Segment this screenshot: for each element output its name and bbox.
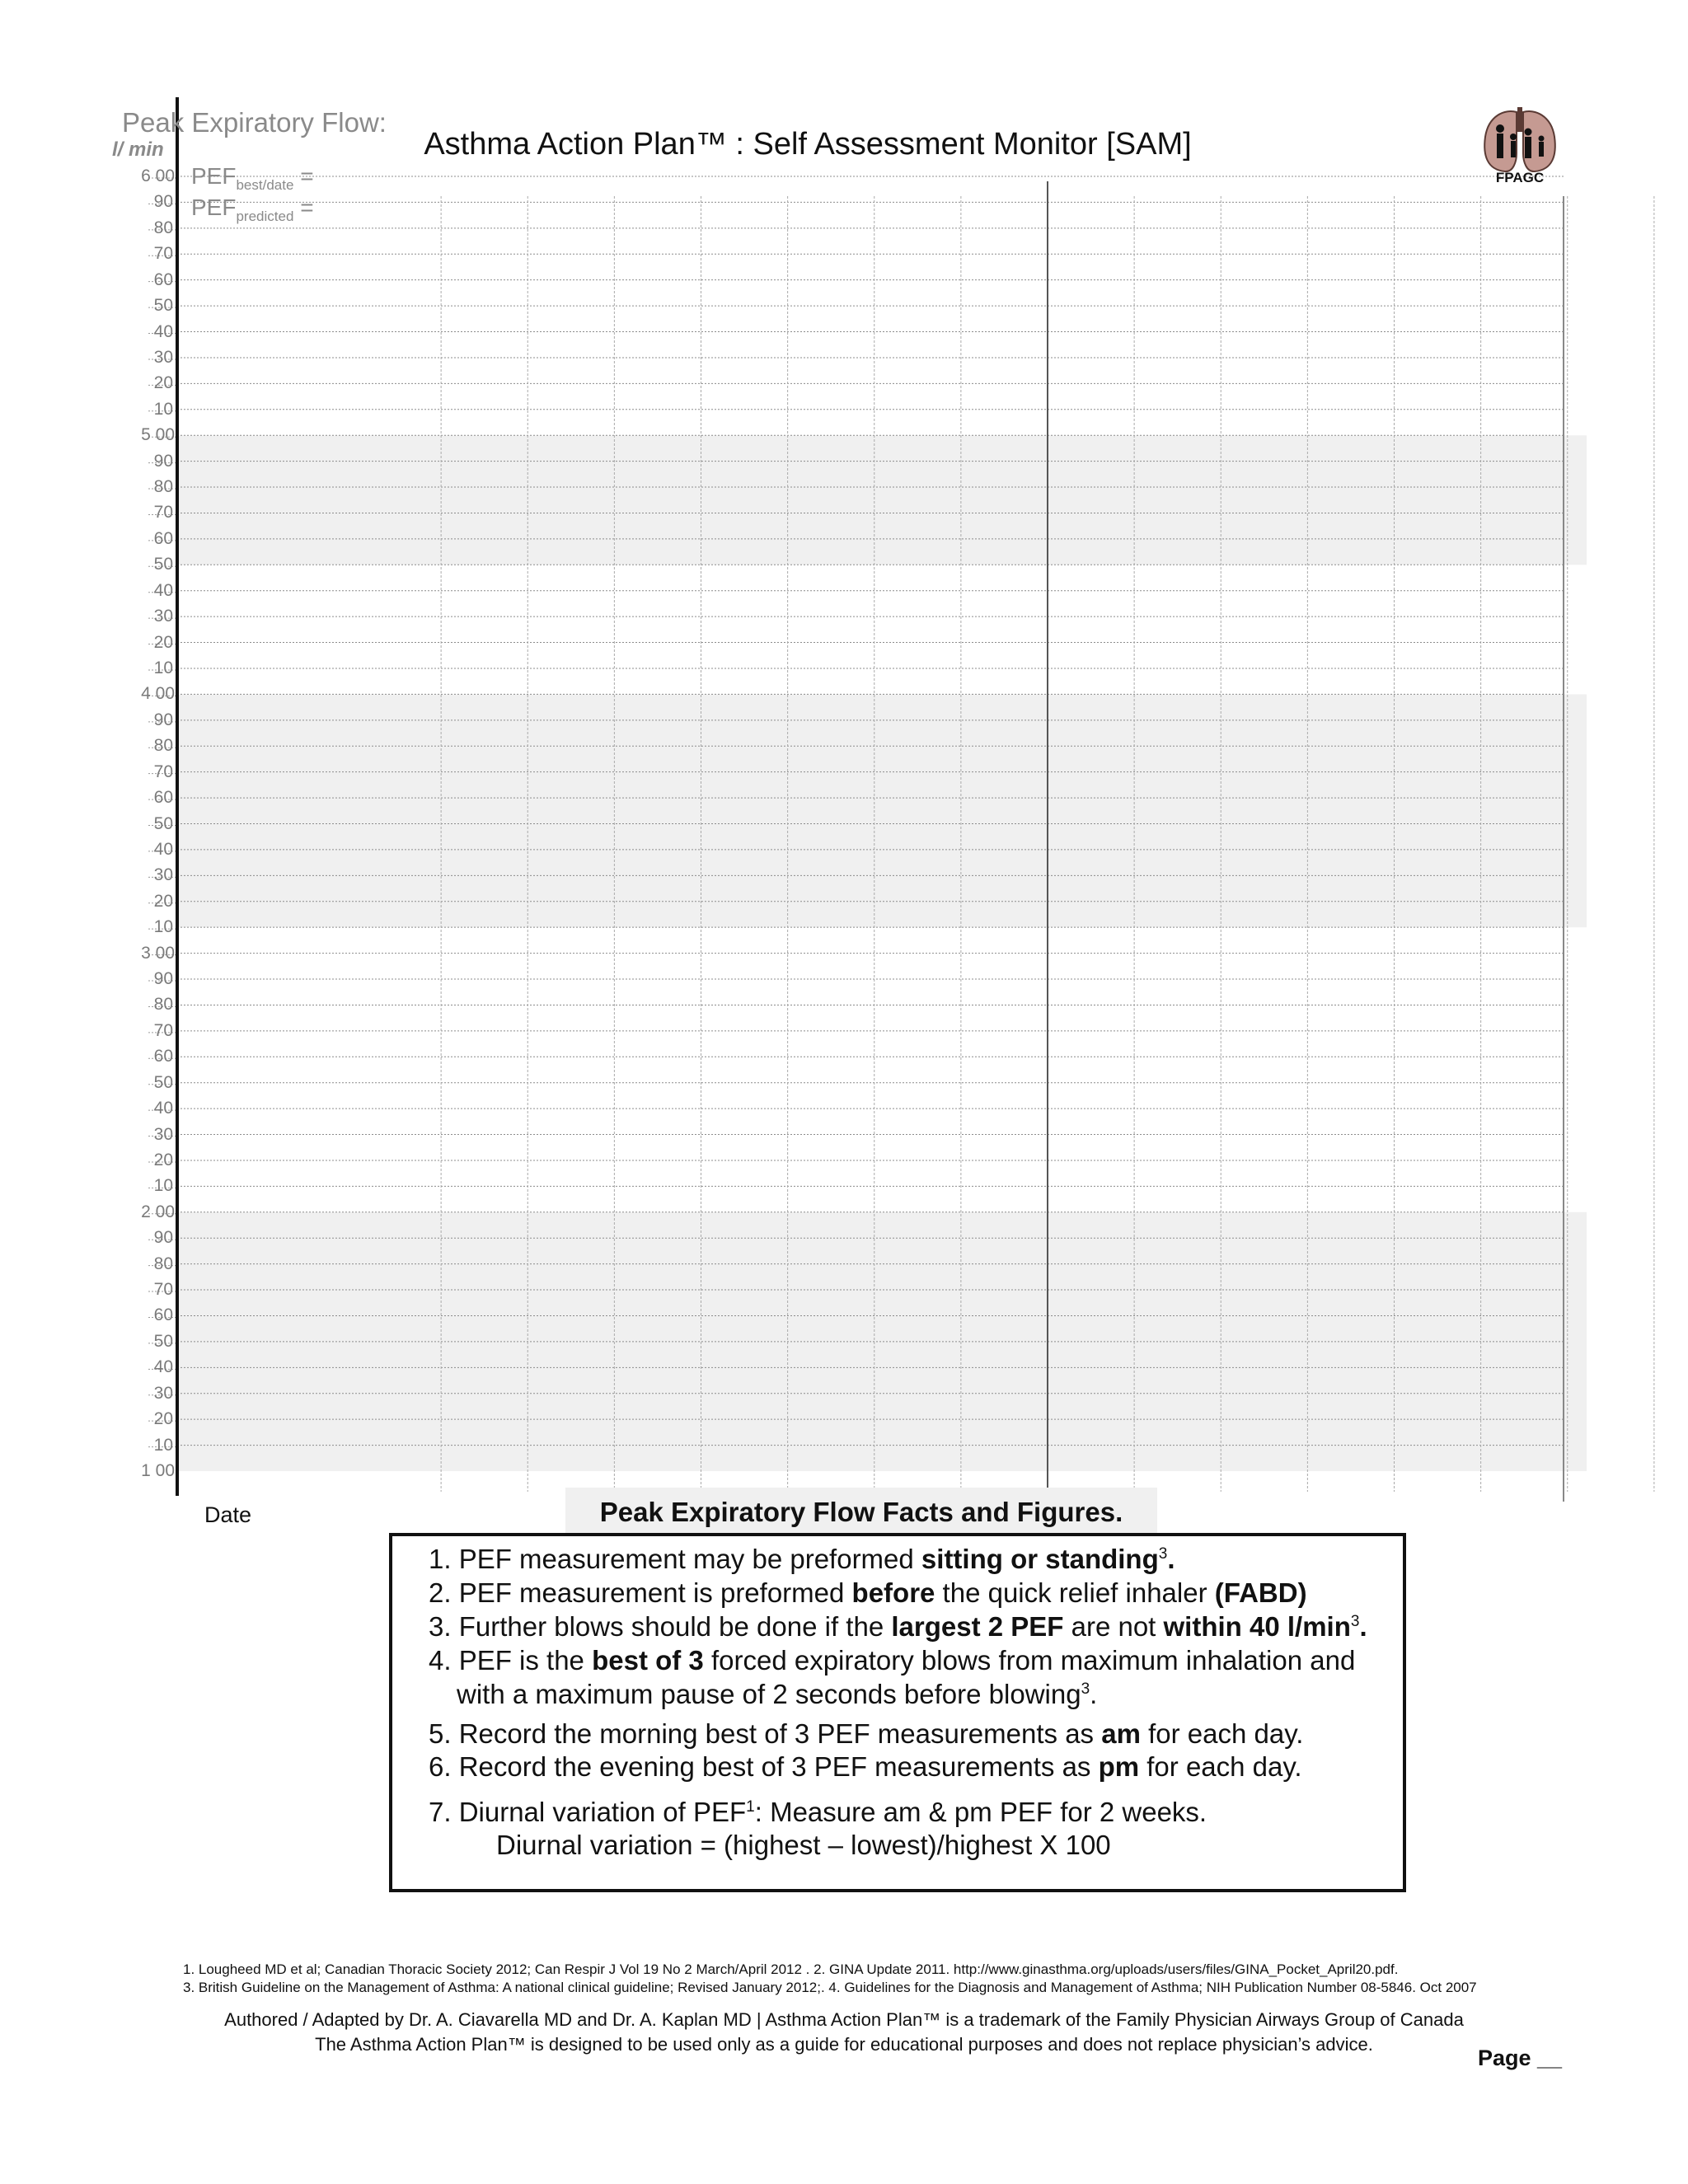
y-tick-label: 40 [153, 839, 173, 859]
y-tick-label: 20 [153, 632, 173, 652]
y-tick-label: 40 [153, 321, 173, 341]
y-tick-label: 90 [153, 710, 173, 729]
y-tick-label: 5 00 [141, 425, 175, 445]
y-tick-label: 50 [153, 296, 173, 316]
y-tick-label: 30 [153, 865, 173, 885]
fact-2: 2. PEF measurement is preformed before the quick relief inhaler (FABD) [429, 1577, 1307, 1608]
logo-label: FPAGC [1495, 170, 1545, 185]
shaded-band-0 [177, 435, 1587, 565]
y-tick-label: 70 [153, 503, 173, 523]
y-tick-label: 30 [153, 607, 173, 626]
reference-line-1: 1. Lougheed MD et al; Canadian Thoracic Society 2012; Can Respir J Vol 19 No 2 March/April 2012 . 2. GINA Update 2011. http://www.ginasthma.org/uploads/users/files/GINA_Pocket_April20.pdf. [183, 1961, 1399, 1977]
y-tick-label: 40 [153, 580, 173, 600]
y-tick-label: 50 [153, 1331, 173, 1351]
y-tick-label: 90 [153, 451, 173, 471]
fact-7-formula: Diurnal variation = (highest – lowest)/highest X 100 [496, 1830, 1111, 1860]
y-tick-label: 30 [153, 1383, 173, 1403]
y-tick-label: 60 [153, 528, 173, 548]
y-tick-label: 90 [153, 1228, 173, 1248]
fact-4-continued: with a maximum pause of 2 seconds before blowing$^3$. [457, 1679, 1098, 1709]
y-tick-label: 6 00 [141, 166, 175, 185]
y-tick-label: 50 [153, 555, 173, 574]
y-tick-label: 20 [153, 1409, 173, 1429]
fact-4: 4. PEF is the best of 3 forced expiratory blows from maximum inhalation and [429, 1645, 1356, 1675]
page-title: Asthma Action Plan™ : Self Assessment Monitor [SAM] [424, 127, 1192, 162]
date-label: Date [204, 1502, 252, 1527]
shaded-band-1 [177, 694, 1587, 927]
y-tick-label: 10 [153, 658, 173, 677]
y-tick-label: 80 [153, 477, 173, 497]
y-tick-label: 80 [153, 995, 173, 1015]
y-tick-label: 80 [153, 1254, 173, 1273]
y-tick-label: 10 [153, 917, 173, 937]
y-tick-label: 20 [153, 373, 173, 393]
y-tick-label: 50 [153, 1072, 173, 1092]
y-tick-label: 10 [153, 1435, 173, 1455]
y-tick-label: 70 [153, 1020, 173, 1040]
section-label: Peak Expiratory Flow: [122, 107, 387, 138]
y-tick-label: 90 [153, 969, 173, 989]
y-tick-label: 20 [153, 1150, 173, 1169]
fact-3: 3. Further blows should be done if the largest 2 PEF are not within 40 $l/\min^3$. [429, 1611, 1367, 1642]
reference-line-2: 3. British Guideline on the Management of Asthma: A national clinical guideline; Revised January 2012;. 4. Guidelines for the Diagnosis and Management of Asthma; NIH Publication Number 08-5846. Oct 2007 [183, 1980, 1477, 1995]
y-tick-label: 60 [153, 1047, 173, 1066]
y-tick-label: 40 [153, 1357, 173, 1377]
fact-1: 1. PEF measurement may be preformed sitting or standing$^3$. [429, 1544, 1175, 1574]
y-tick-label: 30 [153, 1124, 173, 1144]
y-tick-label: 10 [153, 1176, 173, 1196]
fact-7: 7. Diurnal variation of PEF$^1$: Measure am & pm PEF for 2 weeks. [429, 1797, 1207, 1827]
fact-5: 5. Record the morning best of 3 PEF measurements as am for each day. [429, 1718, 1304, 1749]
y-tick-label: 70 [153, 762, 173, 781]
y-tick-label: 30 [153, 347, 173, 367]
y-tick-label: 80 [153, 218, 173, 237]
authored-by: Authored / Adapted by Dr. A. Ciavarella MD and Dr. A. Kaplan MD | Asthma Action Plan™ is a trademark of the Family Physician Airways Group of Canada [224, 2009, 1464, 2030]
y-tick-label: 3 00 [141, 943, 175, 963]
y-tick-label: 70 [153, 244, 173, 264]
y-tick-label: 10 [153, 399, 173, 419]
disclaimer: The Asthma Action Plan™ is designed to be used only as a guide for educational purposes and does not replace physician’s advice. [315, 2034, 1373, 2055]
y-tick-label: 70 [153, 1280, 173, 1300]
pef-predicted-field[interactable]: $PEF_{predicted}$ = [191, 194, 314, 224]
facts-title: Peak Expiratory Flow Facts and Figures. [599, 1497, 1123, 1527]
y-tick-label: 1 00 [141, 1461, 175, 1480]
y-tick-label: 2 00 [141, 1202, 175, 1221]
fact-6: 6. Record the evening best of 3 PEF measurements as pm for each day. [429, 1751, 1302, 1782]
y-tick-label: 60 [153, 269, 173, 289]
y-tick-label: 90 [153, 192, 173, 212]
y-tick-label: 20 [153, 891, 173, 911]
pef-best-field[interactable]: $PEF_{best/date}$ = [191, 163, 314, 193]
page-number[interactable]: Page __ [1478, 2046, 1563, 2070]
y-tick-label: 80 [153, 736, 173, 756]
unit-label: l/ min [112, 138, 164, 161]
y-tick-label: 60 [153, 1305, 173, 1325]
y-tick-label: 4 00 [141, 684, 175, 704]
y-tick-label: 50 [153, 813, 173, 833]
y-tick-label: 60 [153, 788, 173, 808]
y-tick-label: 40 [153, 1099, 173, 1118]
